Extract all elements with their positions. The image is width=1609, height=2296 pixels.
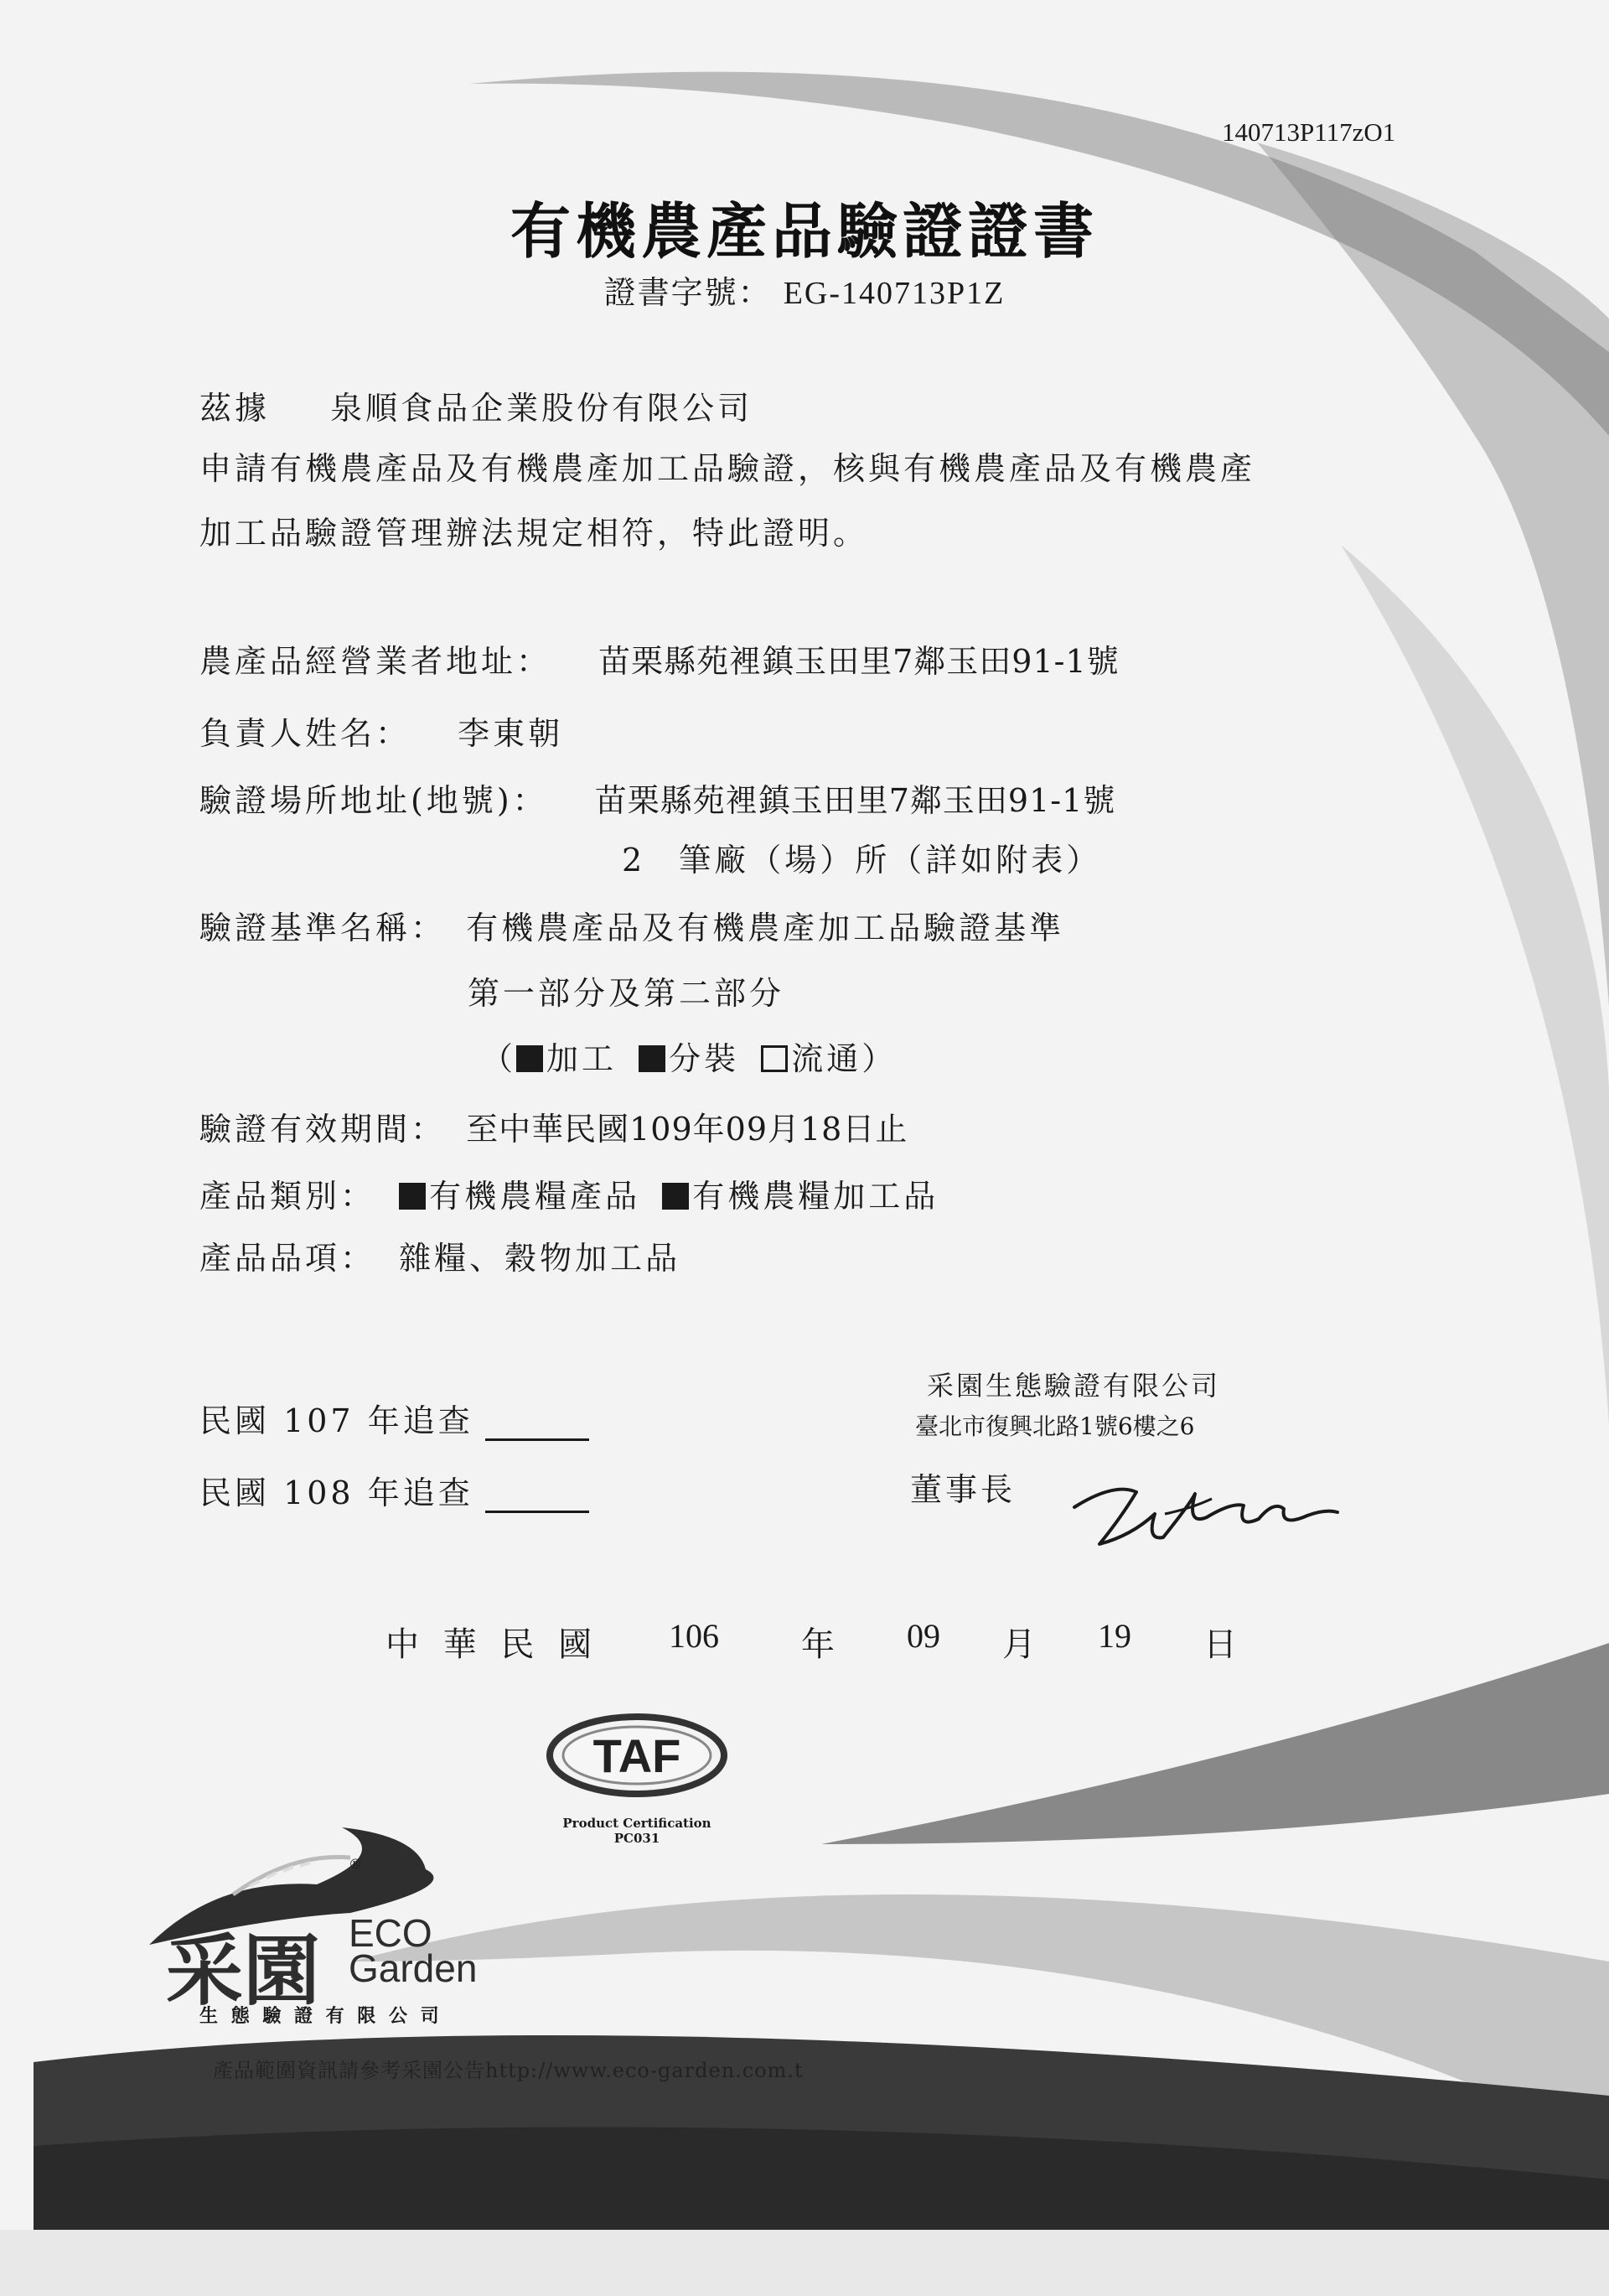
standard-label: 驗證基準名稱： bbox=[199, 910, 447, 946]
scope-distribution-label: 流通 bbox=[791, 1040, 862, 1077]
responsible-label: 負責人姓名： bbox=[199, 715, 411, 752]
standard-name-line-2: 第一部分及第二部分 bbox=[468, 975, 785, 1012]
registered-mark: ® bbox=[349, 1856, 362, 1872]
certificate-title: 有機農產品驗證證書 bbox=[510, 195, 1099, 267]
followup-107-blank bbox=[485, 1405, 589, 1441]
intro-line bbox=[199, 382, 753, 428]
validity-date: 至中華民國109年09月18日止 bbox=[466, 1111, 908, 1148]
reference-number: 140713P117zO1 bbox=[1222, 117, 1396, 147]
issue-date-month-unit: 月 bbox=[1002, 1625, 1036, 1664]
operator-address-row bbox=[199, 635, 1120, 682]
standard-row bbox=[199, 902, 1064, 948]
chairman-signature bbox=[1064, 1459, 1349, 1568]
issue-date-day: 19 bbox=[1098, 1617, 1131, 1655]
issuer-address: 臺北市復興北路1號6樓之6 bbox=[915, 1412, 1195, 1440]
responsible-name: 李東朝 bbox=[458, 715, 564, 752]
responsible-row bbox=[199, 707, 563, 754]
issue-date-month: 09 bbox=[907, 1617, 940, 1655]
issue-date-era: 中 華 民 國 bbox=[385, 1625, 599, 1664]
company-name: 泉順食品企業股份有限公司 bbox=[330, 390, 753, 427]
followup-107-label: 民國 107 年追查 bbox=[199, 1402, 473, 1439]
validity-label: 驗證有效期間： bbox=[199, 1111, 447, 1148]
taf-logo-text: TAF bbox=[592, 1729, 681, 1782]
followup-108-label: 民國 108 年追查 bbox=[199, 1475, 473, 1511]
items-row bbox=[199, 1232, 680, 1278]
followup-108-blank bbox=[485, 1477, 589, 1513]
items-value: 雜糧、穀物加工品 bbox=[399, 1240, 681, 1277]
site-address: 苗栗縣苑裡鎮玉田里7鄰玉田91-1號 bbox=[594, 782, 1116, 819]
site-count-row bbox=[622, 834, 1101, 880]
distribution-checkbox bbox=[761, 1045, 788, 1072]
scope-close-paren: ） bbox=[861, 1040, 898, 1077]
operator-address: 苗栗縣苑裡鎮玉田里7鄰玉田91-1號 bbox=[598, 643, 1120, 680]
issue-date-year-unit: 年 bbox=[801, 1625, 835, 1664]
issuer-name: 采園生態驗證有限公司 bbox=[927, 1370, 1221, 1402]
intro-label: 茲據 bbox=[199, 390, 271, 427]
taf-caption-line-1: Product Certification bbox=[562, 1816, 711, 1831]
standard-name-line-1: 有機農產品及有機農產加工品驗證基準 bbox=[466, 910, 1065, 946]
category-1-checkbox bbox=[399, 1183, 426, 1210]
certificate-number-line bbox=[0, 267, 1609, 313]
certificate-number-label: 證書字號： bbox=[603, 274, 772, 311]
scope-open-paren: （ bbox=[481, 1040, 517, 1077]
logo-garden-text: Garden bbox=[349, 1946, 478, 1990]
followup-107-row bbox=[199, 1395, 589, 1441]
site-address-row bbox=[199, 775, 1115, 821]
validity-row bbox=[199, 1103, 908, 1149]
category-1-label: 有機農糧產品 bbox=[429, 1178, 641, 1215]
taf-caption-line-2: PC031 bbox=[613, 1831, 660, 1846]
issue-date-year: 106 bbox=[669, 1617, 719, 1655]
category-2-label: 有機農糧加工品 bbox=[692, 1178, 939, 1215]
certificate-number: EG-140713P1Z bbox=[783, 276, 1006, 311]
category-2-checkbox bbox=[662, 1183, 689, 1210]
site-count: 2 bbox=[622, 842, 646, 878]
scope-packing-label: 分裝 bbox=[669, 1040, 740, 1077]
logo-eco-text: ECO bbox=[349, 1911, 432, 1955]
issue-date-day-unit: 日 bbox=[1203, 1625, 1237, 1664]
logo-subtitle: 生 態 驗 證 有 限 公 司 bbox=[199, 2005, 442, 2027]
packing-checkbox bbox=[639, 1045, 665, 1072]
eco-garden-logo bbox=[141, 1819, 526, 2029]
scope-processing-label: 加工 bbox=[546, 1040, 618, 1077]
site-address-label: 驗證場所地址(地號)： bbox=[199, 782, 548, 819]
site-count-suffix: 筆廠（場）所（詳如附表） bbox=[679, 842, 1102, 878]
category-row bbox=[199, 1170, 939, 1216]
footer-note: 產品範圍資訊請參考采園公告http://www.eco-garden.com.t bbox=[213, 2059, 804, 2082]
statement-line-1: 申請有機農產品及有機農產加工品驗證，核與有機農產品及有機農產 bbox=[199, 450, 1256, 487]
items-label: 產品品項： bbox=[199, 1240, 376, 1277]
statement-line-2: 加工品驗證管理辦法規定相符，特此證明。 bbox=[199, 515, 869, 552]
category-label: 產品類別： bbox=[199, 1178, 376, 1215]
scope-row bbox=[481, 1033, 897, 1079]
operator-address-label: 農產品經營業者地址： bbox=[199, 643, 552, 680]
chairman-label: 董事長 bbox=[910, 1471, 1017, 1508]
logo-name-cn: 采園 bbox=[166, 1925, 321, 2016]
taf-logo bbox=[536, 1710, 737, 1802]
followup-108-row bbox=[199, 1467, 589, 1513]
taf-accreditation-mark bbox=[536, 1710, 737, 1846]
processing-checkbox bbox=[516, 1045, 543, 1072]
